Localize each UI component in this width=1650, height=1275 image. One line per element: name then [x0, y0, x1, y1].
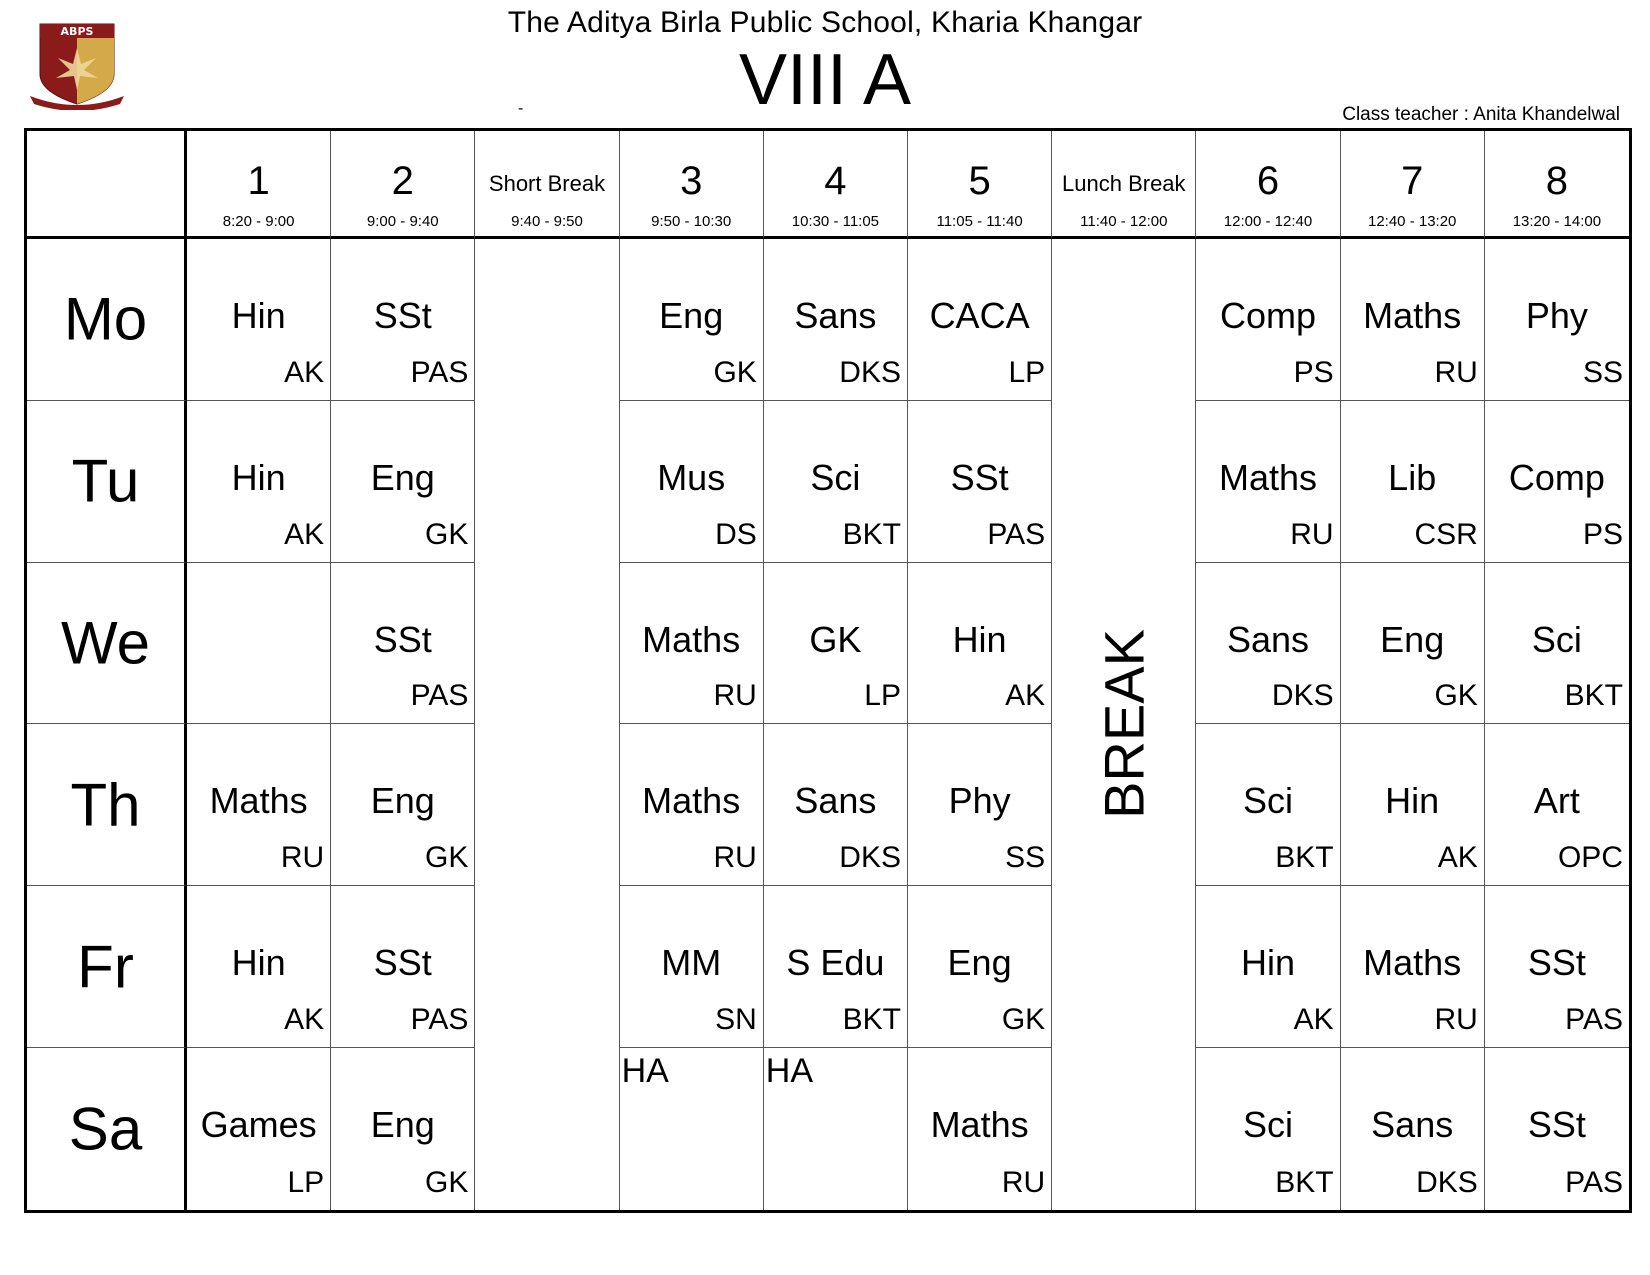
- teacher-code: RU: [280, 841, 325, 875]
- period-time: 9:40 - 9:50: [511, 213, 583, 230]
- subject: Maths: [1363, 942, 1462, 984]
- period-cell: [1485, 1048, 1629, 1210]
- teacher-code: BKT: [1564, 679, 1623, 713]
- subject: Lib: [1388, 456, 1437, 498]
- period-time: 8:20 - 9:00: [222, 213, 295, 230]
- subject: Maths: [1218, 456, 1318, 498]
- day-cell: [27, 886, 187, 1048]
- break-label: Short Break: [488, 171, 606, 196]
- period-cell: [620, 1048, 764, 1210]
- day-label: We: [61, 609, 150, 677]
- subject: Eng: [370, 456, 435, 498]
- period-cell: [1485, 239, 1629, 401]
- break-label: Lunch Break: [1062, 171, 1186, 196]
- subject: SSt: [1527, 1104, 1586, 1146]
- teacher-code: PAS: [1565, 1165, 1623, 1199]
- subject: MM: [661, 942, 722, 984]
- teacher-code: GK: [425, 517, 469, 551]
- period-cell: [187, 724, 331, 886]
- subject: Sans: [794, 295, 877, 336]
- subject: Eng: [1380, 618, 1445, 660]
- subject: CACA: [929, 295, 1030, 336]
- period-cell: [620, 239, 764, 401]
- period-cell: [187, 1048, 331, 1210]
- period-cell: [1341, 886, 1485, 1048]
- subject: Art: [1533, 780, 1580, 822]
- subject: Sci: [810, 456, 861, 498]
- period-number: 7: [1401, 159, 1424, 203]
- period-cell: [331, 401, 475, 563]
- period-cell: [620, 724, 764, 886]
- period-number: 5: [968, 159, 991, 203]
- period-cell: [908, 724, 1052, 886]
- teacher-code: SS: [1582, 355, 1623, 389]
- teacher-code: DKS: [1416, 1165, 1478, 1199]
- period-cell: [764, 886, 908, 1048]
- period-cell: [1196, 724, 1340, 886]
- subject: SSt: [373, 295, 432, 336]
- teacher-code: AK: [1437, 841, 1478, 875]
- teacher-code: CSR: [1414, 517, 1478, 551]
- period-cell: [764, 401, 908, 563]
- period-time: 11:40 - 12:00: [1080, 213, 1168, 230]
- day-cell: [27, 401, 187, 563]
- header-cell: [1196, 131, 1340, 239]
- subject: Sans: [794, 780, 877, 822]
- period-cell: [908, 886, 1052, 1048]
- header-cell: [331, 131, 475, 239]
- period-cell: [764, 239, 908, 401]
- period-cell: [1341, 724, 1485, 886]
- period-cell: [908, 239, 1052, 401]
- period-cell: [620, 886, 764, 1048]
- period-cell: [1341, 563, 1485, 725]
- teacher-code: SS: [1005, 841, 1046, 875]
- teacher-code: GK: [1434, 679, 1478, 713]
- subject: Sci: [1242, 780, 1293, 822]
- period-cell: [764, 1048, 908, 1210]
- period-number: 1: [247, 159, 270, 203]
- subject: S Edu: [786, 942, 885, 984]
- teacher-code: DKS: [839, 841, 901, 875]
- teacher-code: GK: [425, 841, 469, 875]
- lunch-break-column: [1052, 239, 1196, 1210]
- period-cell: [1485, 886, 1629, 1048]
- subject: Maths: [1363, 295, 1462, 336]
- teacher-code: DKS: [1271, 679, 1334, 713]
- teacher-code: GK: [1001, 1003, 1046, 1037]
- period-note: HA: [621, 1052, 669, 1091]
- period-cell: [1196, 239, 1340, 401]
- header-cell: [1341, 131, 1485, 239]
- period-cell: [331, 1048, 475, 1210]
- subject: Eng: [659, 295, 724, 336]
- subject: Hin: [231, 456, 286, 498]
- period-cell: [331, 563, 475, 725]
- subject: Hin: [952, 618, 1007, 660]
- subject: Eng: [370, 1104, 435, 1146]
- subject: Sans: [1226, 618, 1310, 660]
- teacher-code: AK: [284, 517, 325, 551]
- header-cell: [1052, 131, 1196, 239]
- subject: Eng: [947, 942, 1012, 984]
- period-cell: [620, 401, 764, 563]
- header-cell: [764, 131, 908, 239]
- day-label: Sa: [68, 1095, 143, 1163]
- teacher-code: LP: [1008, 355, 1046, 389]
- short-break-column: [475, 239, 619, 1210]
- period-number: 4: [824, 159, 847, 203]
- subject: Mus: [657, 456, 726, 498]
- teacher-code: PAS: [1565, 1003, 1623, 1037]
- subject: SSt: [950, 456, 1009, 498]
- teacher-code: BKT: [1275, 1165, 1334, 1199]
- period-cell: [187, 886, 331, 1048]
- period-cell: [908, 1048, 1052, 1210]
- svg-text:ABPS: ABPS: [60, 25, 94, 38]
- header-cell: [620, 131, 764, 239]
- header-cell: [908, 131, 1052, 239]
- period-cell: [331, 724, 475, 886]
- subject: Comp: [1219, 295, 1316, 336]
- teacher-code: SN: [715, 1003, 757, 1037]
- day-cell: [27, 563, 187, 725]
- teacher-code: OPC: [1557, 841, 1623, 875]
- teacher-code: RU: [1434, 355, 1478, 389]
- subject: Comp: [1508, 456, 1605, 498]
- period-cell: [1341, 239, 1485, 401]
- subject: Phy: [948, 780, 1011, 822]
- header-cell: [187, 131, 331, 239]
- teacher-code: AK: [284, 1003, 325, 1037]
- corner-cell: [27, 131, 187, 239]
- period-number: 3: [680, 159, 703, 203]
- period-cell: [331, 239, 475, 401]
- dash-mark: -: [518, 100, 524, 117]
- teacher-code: RU: [1290, 517, 1334, 551]
- period-cell: [187, 239, 331, 401]
- period-cell: [187, 401, 331, 563]
- subject: Sci: [1531, 618, 1582, 660]
- period-cell: [1196, 563, 1340, 725]
- teacher-code: RU: [1001, 1165, 1046, 1199]
- period-cell: [331, 886, 475, 1048]
- teacher-code: LP: [864, 679, 901, 713]
- period-note: HA: [765, 1052, 814, 1091]
- teacher-code: PAS: [987, 517, 1046, 551]
- header-cell: [1485, 131, 1629, 239]
- teacher-code: AK: [284, 355, 325, 389]
- period-time: 9:00 - 9:40: [366, 213, 439, 230]
- teacher-code: PS: [1582, 517, 1623, 551]
- class-name: VIII A: [738, 40, 912, 120]
- teacher-code: LP: [287, 1165, 325, 1199]
- period-cell: [908, 563, 1052, 725]
- teacher-code: PAS: [410, 1003, 469, 1037]
- period-cell: [1341, 1048, 1485, 1210]
- teacher-code: PAS: [410, 679, 469, 713]
- teacher-code: PAS: [410, 355, 469, 389]
- teacher-code: GK: [425, 1165, 469, 1199]
- teacher-code: RU: [713, 841, 757, 875]
- subject: Hin: [231, 942, 286, 984]
- teacher-code: PS: [1293, 355, 1334, 389]
- day-cell: [27, 239, 187, 401]
- subject: Phy: [1525, 295, 1588, 336]
- day-label: Fr: [77, 933, 134, 1001]
- teacher-code: BKT: [842, 1003, 901, 1037]
- teacher-code: DKS: [839, 355, 901, 389]
- subject: GK: [809, 618, 862, 660]
- teacher-code: BKT: [842, 517, 901, 551]
- teacher-code: GK: [713, 355, 757, 389]
- teacher-code: AK: [1005, 679, 1046, 713]
- period-cell: [1341, 401, 1485, 563]
- subject: SSt: [373, 618, 432, 660]
- period-cell: [620, 563, 764, 725]
- teacher-code: RU: [1434, 1003, 1478, 1037]
- subject: Maths: [209, 780, 308, 822]
- teacher-code: BKT: [1275, 841, 1334, 875]
- period-number: 8: [1545, 159, 1569, 203]
- day-cell: [27, 724, 187, 886]
- subject: Hin: [1385, 780, 1440, 822]
- day-label: Mo: [63, 285, 148, 353]
- class-teacher: Class teacher : Anita Khandelwal: [1342, 104, 1620, 125]
- day-label: Tu: [71, 447, 140, 515]
- period-time: 9:50 - 10:30: [651, 213, 732, 230]
- period-cell: [1196, 401, 1340, 563]
- period-number: 2: [391, 159, 414, 203]
- school-name: The Aditya Birla Public School, Kharia Khangar: [507, 6, 1143, 39]
- timetable-grid: [24, 128, 1632, 1213]
- period-cell: [764, 724, 908, 886]
- period-time: 12:00 - 12:40: [1223, 213, 1313, 230]
- subject: Games: [200, 1104, 317, 1146]
- period-cell: [1485, 724, 1629, 886]
- subject: Maths: [930, 1104, 1029, 1146]
- day-label: Th: [70, 771, 141, 839]
- period-time: 13:20 - 14:00: [1512, 213, 1602, 230]
- period-cell: [1196, 1048, 1340, 1210]
- subject: Maths: [642, 780, 741, 822]
- subject: SSt: [1527, 942, 1586, 984]
- period-cell: [1196, 886, 1340, 1048]
- subject: SSt: [373, 942, 432, 984]
- period-time: 11:05 - 11:40: [936, 213, 1023, 230]
- lunch-break-text: BREAK: [1092, 629, 1156, 820]
- period-cell: [1485, 563, 1629, 725]
- teacher-code: AK: [1293, 1003, 1334, 1037]
- subject: Sans: [1371, 1104, 1454, 1146]
- header-cell: [475, 131, 619, 239]
- teacher-code: DS: [715, 517, 757, 551]
- period-cell: [187, 563, 331, 725]
- period-time: 10:30 - 11:05: [791, 213, 880, 230]
- period-cell: [764, 563, 908, 725]
- period-cell: [1485, 401, 1629, 563]
- subject: Eng: [370, 780, 435, 822]
- period-cell: [908, 401, 1052, 563]
- subject: Hin: [1240, 942, 1295, 984]
- teacher-code: RU: [713, 679, 757, 713]
- subject: Hin: [231, 295, 286, 336]
- period-number: 6: [1256, 159, 1280, 203]
- period-time: 12:40 - 13:20: [1367, 213, 1457, 230]
- day-cell: [27, 1048, 187, 1210]
- subject: Maths: [642, 618, 741, 660]
- subject: Sci: [1242, 1104, 1293, 1146]
